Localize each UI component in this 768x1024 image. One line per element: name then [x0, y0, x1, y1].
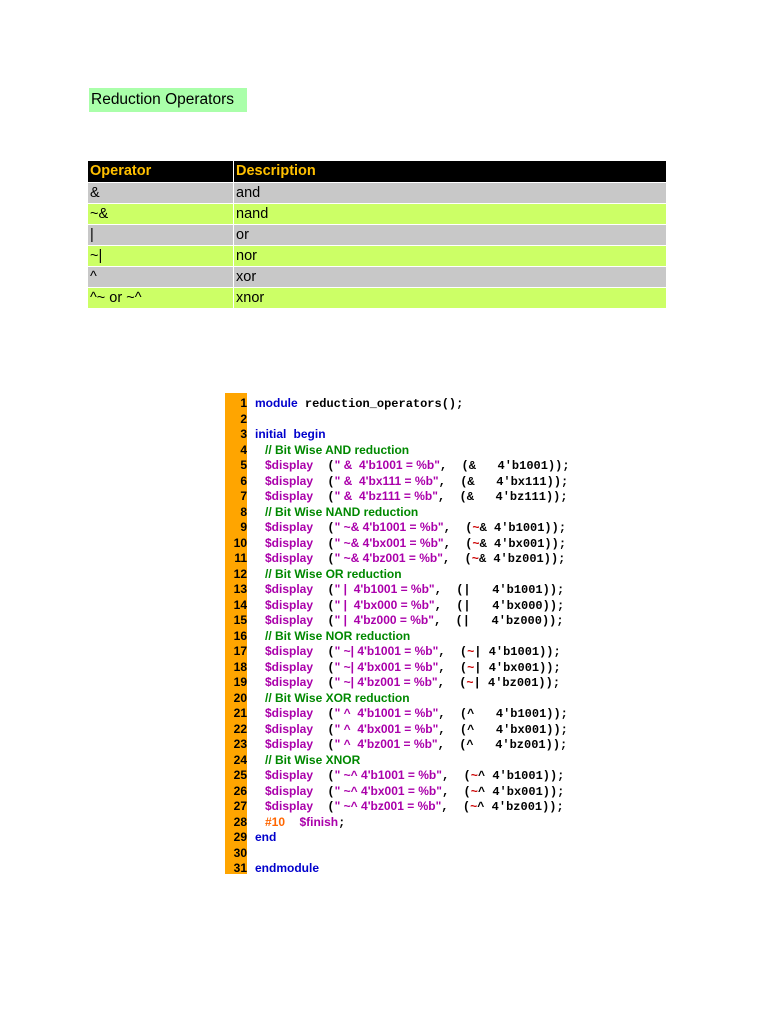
- code-token: " | 4'bx000 = %b": [334, 597, 435, 612]
- line-number: 23: [233, 737, 247, 751]
- code-token: $display: [255, 768, 314, 782]
- code-token: , (^ 4'b1001));: [438, 707, 568, 721]
- code-text: [255, 535, 566, 552]
- code-token: #10: [255, 814, 286, 829]
- line-number: 31: [233, 861, 247, 875]
- line-number: 24: [233, 752, 247, 767]
- code-token: " ~^ 4'b1001 = %b": [334, 768, 442, 782]
- line-number: 9: [240, 520, 247, 534]
- code-text: [255, 519, 566, 536]
- line-number: 2: [240, 411, 247, 426]
- line-number: 13: [233, 582, 247, 596]
- operators-table: [88, 161, 666, 308]
- code-token: ~: [472, 521, 480, 535]
- code-token: ~: [467, 660, 475, 675]
- code-text: [255, 612, 564, 629]
- code-text: [255, 783, 564, 800]
- table-header-row: [88, 161, 666, 182]
- code-token: " ~& 4'bx001 = %b": [334, 535, 444, 550]
- line-number: 26: [233, 783, 247, 798]
- code-token: " & 4'bz111 = %b": [334, 489, 438, 503]
- code-token: , (: [438, 645, 468, 659]
- table-row: [88, 287, 666, 308]
- code-token: // Bit Wise AND reduction: [255, 442, 410, 457]
- code-text: [255, 674, 560, 691]
- line-number: 17: [233, 644, 247, 658]
- line-number: 16: [233, 628, 247, 643]
- code-text: [255, 426, 326, 443]
- table-header-operator: Operator: [88, 161, 233, 182]
- code-token: (: [313, 676, 335, 690]
- code-token: $display: [255, 458, 314, 472]
- table-row: [88, 245, 666, 266]
- code-token: (: [313, 598, 335, 613]
- code-token: , (: [441, 769, 471, 783]
- code-token: | 4'bz001));: [473, 676, 561, 690]
- line-number: 18: [233, 659, 247, 674]
- line-number: 3: [240, 427, 247, 441]
- code-token: (: [313, 645, 335, 659]
- code-token: [285, 816, 299, 830]
- code-token: endmodule: [255, 861, 320, 875]
- operator-cell: ~|: [88, 246, 233, 266]
- description-cell: nor: [234, 246, 666, 266]
- description-cell: xor: [234, 267, 666, 287]
- code-token: $display: [255, 675, 314, 689]
- code-text: [255, 829, 276, 845]
- code-token: , (^ 4'bx001));: [438, 722, 568, 737]
- code-token: $display: [255, 473, 314, 488]
- code-text: [255, 628, 410, 644]
- line-number: 14: [233, 597, 247, 612]
- code-token: " ~| 4'b1001 = %b": [334, 644, 439, 658]
- code-token: ~: [471, 552, 479, 566]
- code-token: " ^ 4'b1001 = %b": [334, 706, 439, 720]
- code-token: " ~& 4'b1001 = %b": [334, 520, 444, 534]
- line-number: 10: [233, 535, 247, 550]
- code-token: $display: [255, 644, 314, 658]
- line-number: 30: [233, 845, 247, 860]
- code-text: [255, 767, 564, 784]
- page-title: Reduction Operators: [89, 88, 247, 112]
- line-number: 11: [234, 551, 247, 565]
- code-text: [255, 581, 564, 598]
- code-token: ~: [470, 784, 478, 799]
- description-cell: nand: [234, 204, 666, 224]
- code-text: [255, 721, 568, 738]
- line-number: 27: [233, 799, 247, 813]
- line-number: 20: [233, 690, 247, 705]
- code-token: ~: [466, 676, 474, 690]
- code-token: , (: [443, 536, 473, 551]
- line-number: 19: [233, 675, 247, 689]
- code-token: (: [313, 707, 335, 721]
- code-listing: [225, 393, 645, 874]
- code-token: // Bit Wise XNOR: [255, 752, 361, 767]
- code-token: $display: [255, 613, 314, 627]
- code-text: [255, 690, 410, 706]
- code-text: [255, 705, 568, 722]
- code-token: " | 4'bz000 = %b": [334, 613, 434, 627]
- code-text: [255, 395, 463, 412]
- code-token: | 4'bx001));: [474, 660, 561, 675]
- table-row: [88, 224, 666, 245]
- code-text: [255, 488, 568, 505]
- code-token: $display: [255, 721, 314, 736]
- code-token: ;: [338, 815, 346, 830]
- code-token: begin: [293, 427, 326, 441]
- line-number: 12: [233, 566, 247, 581]
- code-text: [255, 814, 345, 831]
- code-token: , (: [442, 552, 472, 566]
- code-token: " ~^ 4'bz001 = %b": [334, 799, 442, 813]
- line-number: 6: [240, 473, 247, 488]
- code-token: (: [313, 536, 335, 551]
- code-token: (: [313, 459, 335, 473]
- code-token: , (: [441, 784, 471, 799]
- description-cell: or: [234, 225, 666, 245]
- operator-cell: &: [88, 183, 233, 203]
- code-token: $display: [255, 597, 314, 612]
- code-token: " & 4'b1001 = %b": [334, 458, 440, 472]
- code-text: [255, 643, 561, 660]
- code-text: [255, 566, 402, 582]
- line-number: 29: [233, 830, 247, 844]
- code-token: ^ 4'bx001));: [477, 784, 565, 799]
- code-token: (: [313, 722, 335, 737]
- table-header-description: Description: [234, 161, 666, 182]
- code-token: $display: [255, 706, 314, 720]
- code-text: [255, 860, 319, 876]
- code-text: [255, 550, 565, 567]
- code-token: $display: [255, 659, 314, 674]
- code-token: " ~^ 4'bx001 = %b": [334, 783, 442, 798]
- code-token: $display: [255, 551, 314, 565]
- operator-cell: ^: [88, 267, 233, 287]
- code-token: & 4'bz001));: [478, 552, 566, 566]
- code-token: // Bit Wise XOR reduction: [255, 690, 410, 705]
- code-token: ~: [470, 769, 478, 783]
- code-token: & 4'bx001));: [479, 536, 567, 551]
- code-token: ~: [467, 645, 475, 659]
- code-token: " | 4'b1001 = %b": [334, 582, 435, 596]
- code-token: (: [313, 660, 335, 675]
- code-token: , (^ 4'bz001));: [437, 738, 568, 752]
- code-token: $display: [255, 582, 314, 596]
- table-row: [88, 182, 666, 203]
- code-token: , (& 4'b1001));: [439, 459, 570, 473]
- code-token: // Bit Wise NOR reduction: [255, 628, 411, 643]
- code-token: $display: [255, 489, 314, 503]
- code-token: " ^ 4'bx001 = %b": [334, 721, 439, 736]
- code-text: [255, 442, 409, 458]
- code-token: $display: [255, 535, 314, 550]
- code-token: $display: [255, 520, 314, 534]
- code-token: , (: [438, 660, 468, 675]
- code-token: initial: [255, 427, 287, 441]
- line-number: 8: [240, 504, 247, 519]
- code-token: & 4'b1001));: [479, 521, 567, 535]
- code-token: , (& 4'bx111));: [438, 474, 569, 489]
- code-token: , (: [441, 800, 471, 814]
- code-token: reduction_operators();: [297, 397, 464, 411]
- line-number: 7: [240, 489, 247, 503]
- code-token: (: [313, 521, 335, 535]
- code-token: end: [255, 830, 277, 844]
- code-token: , (& 4'bz111));: [437, 490, 568, 504]
- code-token: ~: [472, 536, 480, 551]
- code-token: " ~& 4'bz001 = %b": [334, 551, 443, 565]
- line-number: 28: [233, 814, 247, 829]
- code-token: $display: [255, 783, 314, 798]
- code-text: [255, 736, 567, 753]
- code-text: [255, 457, 570, 474]
- code-token: " ~| 4'bz001 = %b": [334, 675, 438, 689]
- code-token: ^ 4'b1001));: [477, 769, 565, 783]
- code-token: " & 4'bx111 = %b": [334, 473, 439, 488]
- line-number: 15: [233, 613, 247, 627]
- code-token: $display: [255, 799, 314, 813]
- code-token: (: [313, 769, 335, 783]
- operator-cell: |: [88, 225, 233, 245]
- description-cell: and: [234, 183, 666, 203]
- code-token: , (| 4'bx000));: [434, 598, 565, 613]
- code-token: $display: [255, 737, 314, 751]
- code-text: [255, 504, 418, 520]
- code-token: (: [313, 552, 335, 566]
- code-token: " ~| 4'bx001 = %b": [334, 659, 439, 674]
- code-token: module: [255, 396, 298, 410]
- code-token: , (: [437, 676, 467, 690]
- code-token: (: [313, 474, 335, 489]
- line-number: 1: [240, 396, 247, 410]
- description-cell: xnor: [234, 288, 666, 308]
- code-token: (: [313, 800, 335, 814]
- code-token: (: [313, 583, 335, 597]
- code-token: ^ 4'bz001));: [477, 800, 564, 814]
- code-token: (: [313, 784, 335, 799]
- code-text: [255, 659, 561, 676]
- table-row: [88, 203, 666, 224]
- code-token: $finish: [299, 814, 339, 829]
- code-token: (: [313, 738, 335, 752]
- table-row: [88, 266, 666, 287]
- operator-cell: ^~ or ~^: [88, 288, 233, 308]
- line-number: 5: [240, 458, 247, 472]
- code-token: (: [313, 614, 335, 628]
- code-token: (: [313, 490, 335, 504]
- code-token: // Bit Wise NAND reduction: [255, 504, 419, 519]
- line-number: 4: [240, 442, 247, 457]
- code-text: [255, 473, 568, 490]
- code-text: [255, 752, 360, 768]
- line-number: 22: [233, 721, 247, 736]
- code-token: ~: [470, 800, 478, 814]
- code-token: , (| 4'b1001));: [434, 583, 565, 597]
- operator-cell: ~&: [88, 204, 233, 224]
- code-token: // Bit Wise OR reduction: [255, 566, 402, 581]
- code-token: , (: [443, 521, 473, 535]
- code-token: " ^ 4'bz001 = %b": [334, 737, 438, 751]
- line-number: 25: [233, 768, 247, 782]
- code-token: [286, 428, 293, 442]
- line-number: 21: [233, 706, 247, 720]
- code-text: [255, 597, 564, 614]
- code-token: , (| 4'bz000));: [433, 614, 564, 628]
- code-text: [255, 798, 564, 815]
- code-token: | 4'b1001));: [474, 645, 561, 659]
